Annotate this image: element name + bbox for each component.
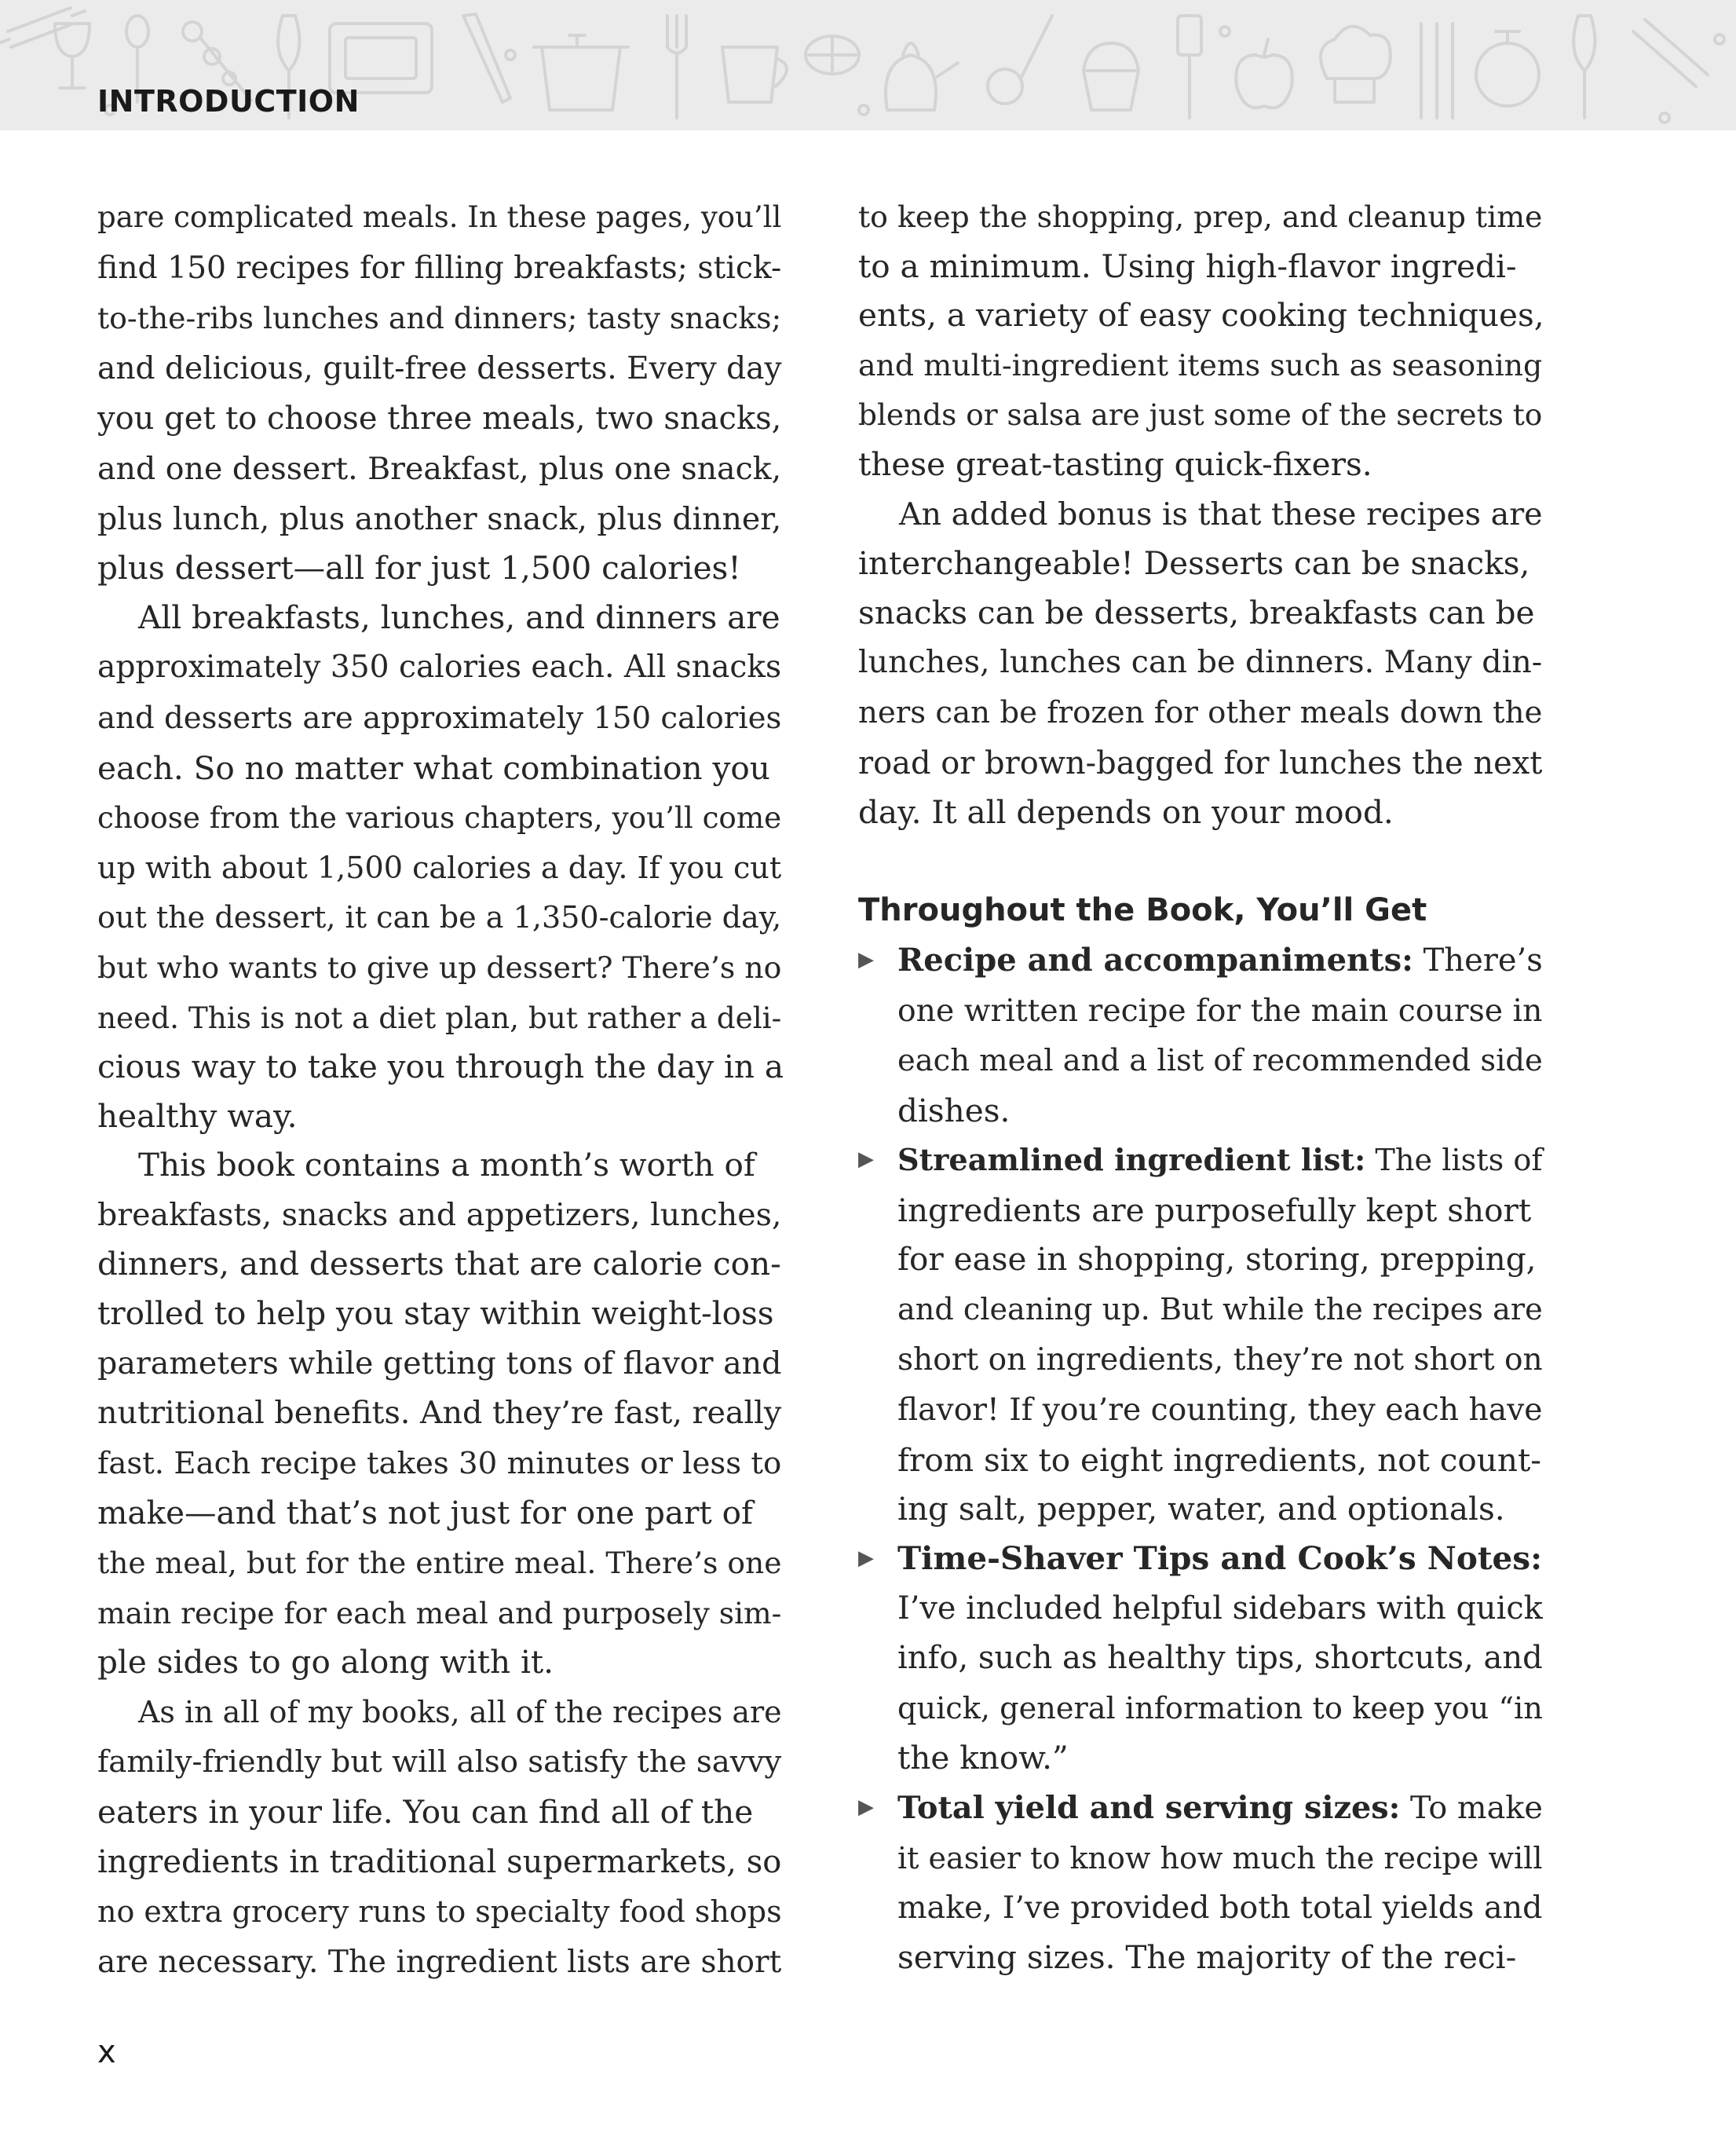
feature-text: To make xyxy=(1400,1790,1543,1826)
text-line: find 150 recipes for filling breakfasts; stick- xyxy=(97,250,782,286)
text-line: dinners, and desserts that are calorie con- xyxy=(97,1245,781,1283)
text-line: from six to eight ingredients, not count- xyxy=(897,1440,1541,1479)
text-line: An added bonus is that these recipes are xyxy=(899,496,1543,532)
text-line: for ease in shopping, storing, prepping, xyxy=(897,1240,1537,1279)
feature-text: There’s xyxy=(1413,942,1543,979)
feature-list-item xyxy=(858,1135,1546,1534)
bullet-arrow-icon: ▶ xyxy=(858,1147,874,1172)
feature-list-item xyxy=(858,1534,1546,1783)
text-line: info, such as healthy tips, shortcuts, and xyxy=(897,1640,1543,1677)
text-line: road or brown-bagged for lunches the next xyxy=(858,745,1543,781)
text-line: fast. Each recipe takes 30 minutes or less to xyxy=(97,1445,782,1481)
text-line: short on ingredients, they’re not short on xyxy=(897,1341,1543,1378)
text-line: As in all of my books, all of the recipes are xyxy=(138,1694,782,1729)
text-line: and desserts are approximately 150 calories xyxy=(97,700,782,736)
text-line: and delicious, guilt-free desserts. Every day xyxy=(97,350,782,386)
text-line: no extra grocery runs to specialty food shops xyxy=(97,1894,782,1930)
text-line: you get to choose three meals, two snacks, xyxy=(97,401,782,437)
text-line: the meal, but for the entire meal. There’s one xyxy=(97,1546,782,1581)
text-line xyxy=(897,942,1543,979)
text-line: make—and that’s not just for one part of xyxy=(97,1494,753,1532)
text-line: need. This is not a diet plan, but rather a deli- xyxy=(97,1000,782,1035)
text-line: cious way to take you through the day in a xyxy=(97,1048,784,1086)
text-line: blends or salsa are just some of the secrets to xyxy=(858,397,1543,433)
text-line: ing salt, pepper, water, and optionals. xyxy=(897,1490,1505,1528)
feature-term: Total yield and serving sizes: xyxy=(897,1790,1401,1826)
feature-list xyxy=(858,935,1546,1982)
text-line: to a minimum. Using high-flavor ingredi- xyxy=(858,247,1517,285)
bullet-arrow-icon: ▶ xyxy=(858,1546,874,1571)
body-paragraph xyxy=(858,489,1546,837)
text-line: breakfasts, snacks and appetizers, lunches, xyxy=(97,1196,782,1233)
text-line: and one dessert. Breakfast, plus one snack, xyxy=(97,450,782,487)
text-line: family-friendly but will also satisfy the savvy xyxy=(97,1744,782,1780)
text-line: snacks can be desserts, breakfasts can be xyxy=(858,593,1535,631)
text-line: ingredients in traditional supermarkets, so xyxy=(97,1843,782,1880)
text-line: up with about 1,500 calories a day. If you cut xyxy=(97,850,782,885)
text-line: plus lunch, plus another snack, plus dinner, xyxy=(97,500,782,537)
text-line: choose from the various chapters, you’ll come xyxy=(97,800,782,836)
text-line: but who wants to give up dessert? There’s no xyxy=(97,950,782,985)
text-line: day. It all depends on your mood. xyxy=(858,793,1394,832)
feature-list-item xyxy=(858,935,1546,1135)
text-line: ners can be frozen for other meals down the xyxy=(858,694,1543,730)
text-line: healthy way. xyxy=(97,1096,298,1135)
body-paragraph xyxy=(97,1687,785,1988)
body-paragraph xyxy=(97,192,785,593)
text-line xyxy=(897,1539,1542,1577)
text-line: trolled to help you stay within weight-loss xyxy=(97,1294,774,1333)
feature-term: Streamlined ingredient list: xyxy=(897,1143,1366,1179)
feature-term: Recipe and accompaniments: xyxy=(897,941,1413,979)
text-line: nutritional benefits. And they’re fast, really xyxy=(97,1395,782,1432)
text-line: dishes. xyxy=(897,1091,1011,1129)
section-heading: Throughout the Book, You’ll Get xyxy=(858,892,1427,929)
text-line: plus dessert—all for just 1,500 calories! xyxy=(97,549,741,587)
text-line: All breakfasts, lunches, and dinners are xyxy=(138,598,780,636)
text-line: lunches, lunches can be dinners. Many din- xyxy=(858,644,1543,681)
text-line: one written recipe for the main course in xyxy=(897,992,1543,1029)
text-line: the know.” xyxy=(897,1739,1069,1777)
text-line: This book contains a month’s worth of xyxy=(138,1146,755,1184)
text-line: it easier to know how much the recipe will xyxy=(897,1840,1543,1875)
text-line: parameters while getting tons of flavor and xyxy=(97,1345,782,1381)
text-line: approximately 350 calories each. All snacks xyxy=(97,650,782,686)
text-line: I’ve included helpful sidebars with quick xyxy=(897,1590,1543,1627)
text-line: serving sizes. The majority of the reci- xyxy=(897,1938,1517,1976)
text-line: pare complicated meals. In these pages, you’ll xyxy=(97,200,782,234)
bullet-arrow-icon: ▶ xyxy=(858,1795,874,1819)
feature-term: Time-Shaver Tips and Cook’s Notes: xyxy=(897,1539,1543,1578)
text-line: each meal and a list of recommended side xyxy=(897,1043,1543,1079)
text-line: and cleaning up. But while the recipes are xyxy=(897,1292,1543,1327)
text-line: eaters in your life. You can find all of the xyxy=(97,1793,754,1831)
text-line: main recipe for each meal and purposely sim- xyxy=(97,1595,782,1630)
body-paragraph xyxy=(858,192,1546,489)
text-line: to keep the shopping, prep, and cleanup time xyxy=(858,199,1543,234)
header-band xyxy=(0,0,1736,130)
text-line: interchangeable! Desserts can be snacks, xyxy=(858,544,1530,583)
bullet-arrow-icon: ▶ xyxy=(858,947,874,972)
text-line: each. So no matter what combination you xyxy=(97,748,770,787)
feature-text: The lists of xyxy=(1365,1144,1543,1179)
text-line: out the dessert, it can be a 1,350-calorie day, xyxy=(97,900,782,935)
text-line: to-the-ribs lunches and dinners; tasty snacks; xyxy=(97,301,782,336)
text-line: make, I’ve provided both total yields and xyxy=(897,1890,1543,1927)
text-line: ple sides to go along with it. xyxy=(97,1643,554,1681)
section-label: INTRODUCTION xyxy=(97,84,360,119)
text-line: ents, a variety of easy cooking techniques, xyxy=(858,296,1544,335)
text-line: flavor! If you’re counting, they each have xyxy=(897,1392,1543,1429)
text-line: quick, general information to keep you “in xyxy=(897,1691,1543,1726)
left-column xyxy=(97,192,785,1987)
text-line: ingredients are purposefully kept short xyxy=(897,1191,1532,1229)
text-line xyxy=(897,1790,1543,1826)
text-line: and multi-ingredient items such as seasoning xyxy=(858,347,1543,382)
text-line xyxy=(897,1144,1543,1178)
body-paragraph xyxy=(97,593,785,1141)
body-paragraph xyxy=(97,1140,785,1687)
right-column xyxy=(858,192,1546,1982)
page-number: x xyxy=(97,2034,116,2070)
feature-list-item xyxy=(858,1783,1546,1982)
text-line: these great-tasting quick-fixers. xyxy=(858,445,1372,483)
text-line: are necessary. The ingredient lists are short xyxy=(97,1944,782,1980)
